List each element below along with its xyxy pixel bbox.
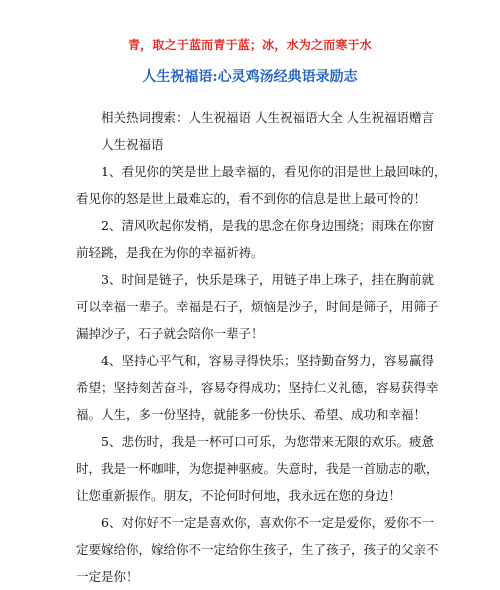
text-line: 看见你的怒是世上最难忘的，看不到你的信息是世上最可怜的！ bbox=[76, 191, 427, 206]
text-line: 前轻跳，是我在为你的幸福祈祷。 bbox=[76, 245, 264, 260]
text-line: 人生祝福语 bbox=[101, 137, 164, 152]
text-line: 可以幸福一辈子。幸福是石子，烦恼是沙子，时间是筛子，用筛子 bbox=[76, 299, 439, 314]
text-line: 定要嫁给你，嫁给你不一定给你生孩子，生了孩子，孩子的父亲不 bbox=[76, 542, 439, 557]
text-line: 3、时间是链子，快乐是珠子，用链子串上珠子，挂在胸前就 bbox=[101, 272, 434, 287]
text-line: 福。人生，多一份坚持，就能多一份快乐、希望、成功和幸福！ bbox=[76, 407, 427, 422]
text-line: 一定是你！ bbox=[76, 569, 139, 584]
text-line: 让您重新振作。朋友，不论何时何地，我永远在您的身边！ bbox=[76, 488, 402, 503]
text-line: 1、看见你的笑是世上最幸福的，看见你的泪是世上最回味的， bbox=[101, 164, 447, 179]
text-line: 漏掉沙子，石子就会陪你一辈子！ bbox=[76, 326, 264, 341]
header-motto: 青，取之于蓝而青于蓝；冰，水为之而寒于水 bbox=[127, 38, 372, 52]
text-line: 2、清风吹起你发梢，是我的思念在你身边围绕；雨珠在你窗 bbox=[101, 218, 434, 233]
text-line: 希望；坚持刻苦奋斗，容易夺得成功；坚持仁义礼德，容易获得幸 bbox=[76, 380, 439, 395]
text-line: 时，我是一杯咖啡，为您提神驱疲。失意时，我是一首励志的歌， bbox=[76, 461, 439, 476]
text-line: 5、悲伤时，我是一杯可口可乐，为您带来无限的欢乐。疲惫 bbox=[101, 434, 434, 449]
document-body bbox=[76, 104, 447, 584]
text-line: 6、对你好不一定是喜欢你，喜欢你不一定是爱你，爱你不一 bbox=[101, 515, 434, 530]
document-title: 人生祝福语:心灵鸡汤经典语录励志 bbox=[142, 69, 358, 85]
text-line: 相关热词搜索：人生祝福语 人生祝福语大全 人生祝福语赠言 bbox=[101, 110, 434, 125]
text-line: 4、坚持心平气和，容易寻得快乐；坚持勤奋努力，容易赢得 bbox=[101, 353, 434, 368]
